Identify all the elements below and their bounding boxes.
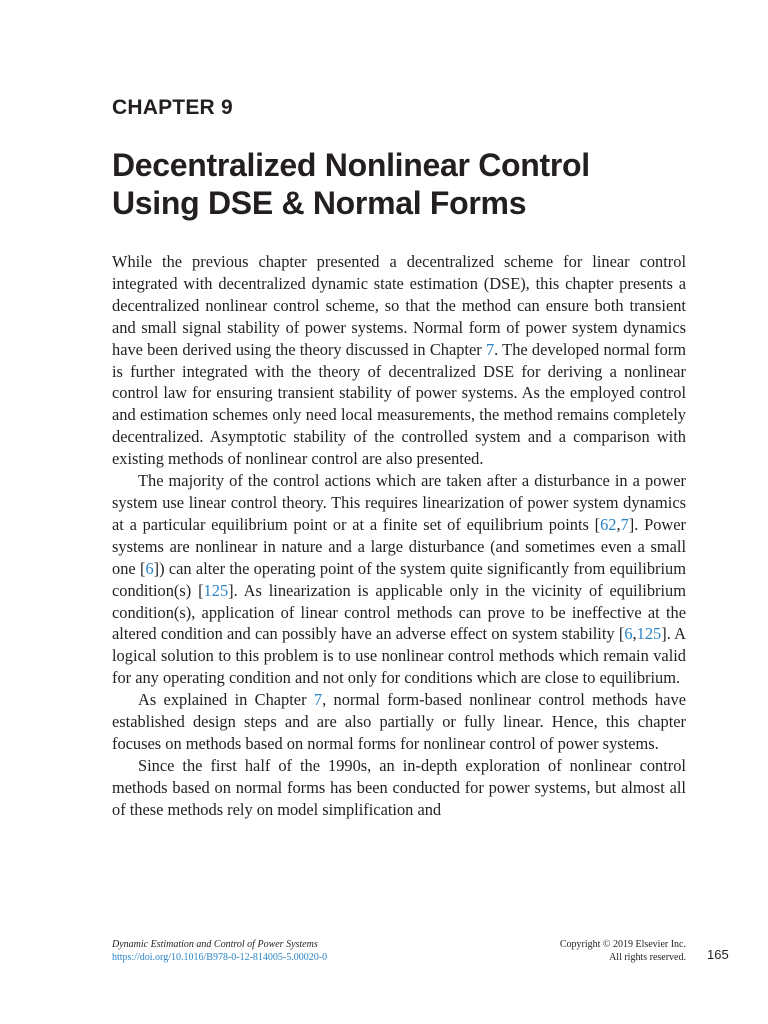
text-run: ]. As linearization is applicable only in the vicinity of equilibrium condition(s), application of linear control methods can prove to be ineffective at the altered condition and can possibly have an adverse effect on system stability [ — [112, 580, 686, 644]
chapter-label: CHAPTER 9 — [112, 96, 233, 119]
citation-link[interactable]: 62 — [600, 514, 617, 534]
chapter-title — [112, 146, 692, 222]
citation-link[interactable]: 125 — [636, 624, 662, 644]
paragraph-1 — [112, 251, 686, 470]
text-run: As explained in Chapter — [138, 690, 314, 710]
text-run: , — [616, 514, 621, 534]
text-run: , normal form-based nonlinear control methods have established design steps and are also partially or fully linear. Hence, this chapter focuses on methods based on normal forms for nonlinear control of power systems. — [112, 690, 686, 753]
chapter-ref-link[interactable]: 7 — [485, 339, 495, 359]
page-number: 165 — [707, 947, 729, 962]
paragraph-2 — [112, 470, 686, 689]
book-title: Dynamic Estimation and Control of Power Systems — [112, 939, 318, 950]
text-run: The majority of the control actions which are taken after a disturbance in a power system use linear control theory. This requires linearization of power system dynamics at a particular equilibrium point or at a finite set of equilibrium points [ — [112, 471, 686, 534]
citation-link[interactable]: 6 — [145, 558, 154, 578]
doi-link[interactable]: https://doi.org/10.1016/B978-0-12-814005-5.00020-0 — [112, 951, 328, 963]
body-text — [112, 251, 686, 821]
rights-text: All rights reserved. — [609, 951, 686, 963]
chapter-title-line-2: Using DSE & Normal Forms — [112, 185, 527, 221]
text-run: ]. Power systems are nonlinear in nature and a large disturbance (and sometimes even a small one [ — [112, 514, 686, 578]
footer-copyright — [560, 939, 686, 964]
text-run: ]) can alter the operating point of the system quite significantly from equilibrium condition(s) [ — [112, 558, 686, 600]
text-run: While the previous chapter presented a decentralized scheme for linear control integrated with decentralized dynamic state estimation (DSE), this chapter presents a decentralized nonlinear control scheme, so that the method can ensure both transient and small signal stability of power systems. Normal form of power system dynamics have been derived using the theory discussed in Chapter — [112, 252, 686, 359]
text-run: Since the first half of the 1990s, an in-depth exploration of nonlinear control methods based on normal forms has been conducted for power systems, but almost all of these methods rely on model simplification and — [112, 755, 686, 819]
paragraph-3 — [112, 689, 686, 755]
text-run: ]. A logical solution to this problem is to use nonlinear control methods which remain valid for any operating condition and not only for conditions which are close to equilibrium. — [112, 624, 686, 688]
citation-link[interactable]: 6 — [624, 624, 633, 644]
citation-link[interactable]: 125 — [203, 580, 229, 600]
chapter-title-line-1: Decentralized Nonlinear Control — [112, 147, 590, 183]
text-run: , — [632, 624, 637, 644]
chapter-ref-link[interactable]: 7 — [313, 690, 323, 710]
paragraph-4 — [112, 755, 686, 821]
text-run: . The developed normal form is further integrated with the theory of decentralized DSE for deriving a nonlinear control law for ensuring transient stability of power systems. As the employed control and estimation schemes only need local measurements, the method remains completely decentralized. Asymptotic stability of the controlled system and a comparison with existing methods of nonlinear control are also presented. — [112, 339, 686, 469]
copyright-text: Copyright © 2019 Elsevier Inc. — [559, 939, 686, 950]
footer-book-info — [112, 939, 327, 964]
citation-link[interactable]: 7 — [620, 514, 629, 534]
